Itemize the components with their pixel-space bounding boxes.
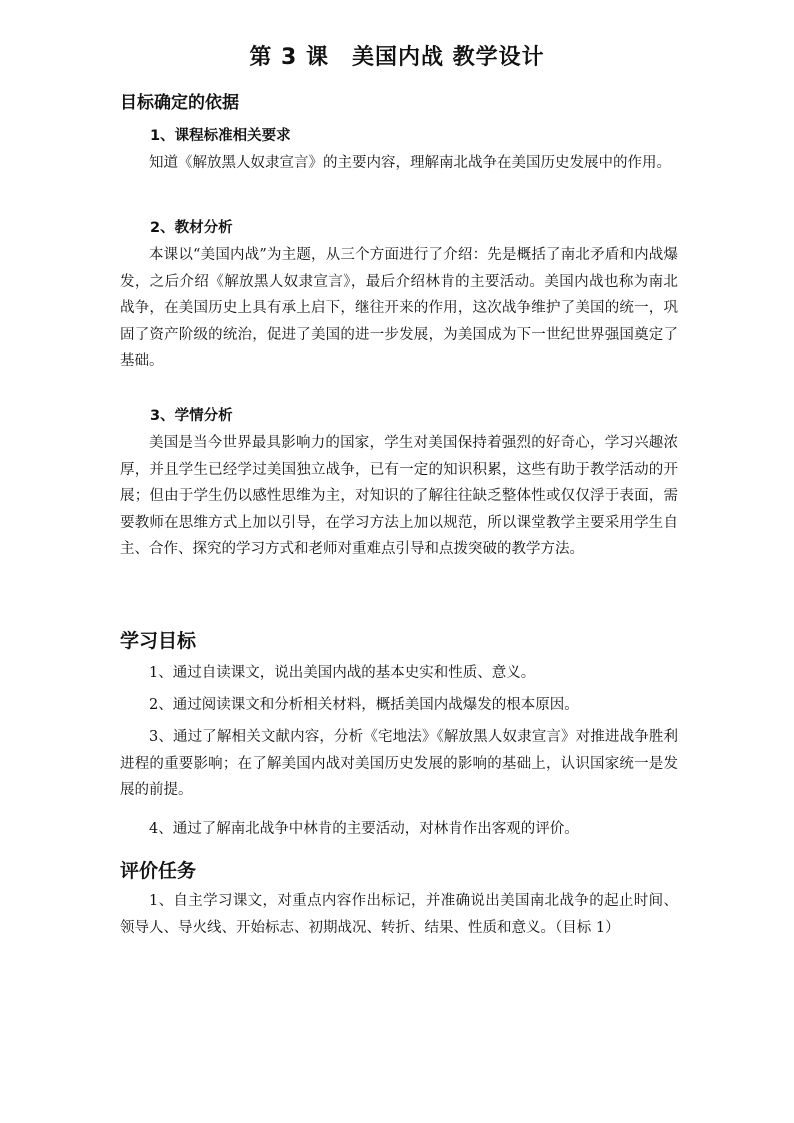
objective-item-4: 4、通过了解南北战争中林肯的主要活动，对林肯作出客观的评价。 [149, 821, 579, 837]
subheading-student-analysis: 3、学情分析 [150, 408, 233, 424]
paragraph-student-analysis: 美国是当今世界最具影响力的国家，学生对美国保持着强烈的好奇心，学习兴趣浓厚，并且学生已经学过美国独立战争，已有一定的知识积累，这些有助于教学活动的开展；但由于学生仍以感性思维为主，对知识的了解往往缺乏整体性或仅仅浮于表面，需要教师在思维方式上加以引导，在学习方法上加以规范，所以课堂教学主要采用学生自主、合作、探究的学习方式和老师对重难点引导和点拨突破的教学方法。 [120, 435, 678, 557]
objective-item-1: 1、通过自读课文，说出美国内战的基本史实和性质、意义。 [149, 665, 536, 681]
subheading-curriculum-standards: 1、课程标准相关要求 [150, 128, 291, 144]
objective-item-3: 3、通过了解相关文献内容，分析《宅地法》《解放黑人奴隶宣言》对推进战争胜利进程的重要影响；在了解美国内战对美国历史发展的影响的基础上，认识国家统一是发展的前提。 [120, 729, 678, 798]
subheading-textbook-analysis: 2、教材分析 [150, 220, 233, 236]
paragraph-curriculum-standards: 知道《解放黑人奴隶宣言》的主要内容，理解南北战争在美国历史发展中的作用。 [149, 155, 671, 171]
section-heading-basis: 目标确定的依据 [120, 93, 239, 113]
section-heading-assessment-tasks: 评价任务 [120, 860, 197, 882]
document-title: 第 3 课 美国内战 教学设计 [249, 45, 545, 70]
objective-item-2: 2、通过阅读课文和分析相关材料，概括美国内战爆发的根本原因。 [149, 697, 579, 713]
paragraph-textbook-analysis: 本课以“美国内战”为主题，从三个方面进行了介绍：先是概括了南北矛盾和内战爆发，之后介绍《解放黑人奴隶宣言》，最后介绍林肯的主要活动。美国内战也称为南北战争，在美国历史上具有承上启下，继往开来的作用，这次战争维护了美国的统一，巩固了资产阶级的统治，促进了美国的进一步发展，为美国成为下一世纪世界强国奠定了基础。 [120, 247, 678, 369]
section-heading-learning-objectives: 学习目标 [120, 630, 197, 652]
assessment-item-1: 1、自主学习课文，对重点内容作出标记，并准确说出美国南北战争的起止时间、领导人、导火线、开始标志、初期战况、转折、结果、性质和意义。（目标 1） [120, 893, 678, 936]
